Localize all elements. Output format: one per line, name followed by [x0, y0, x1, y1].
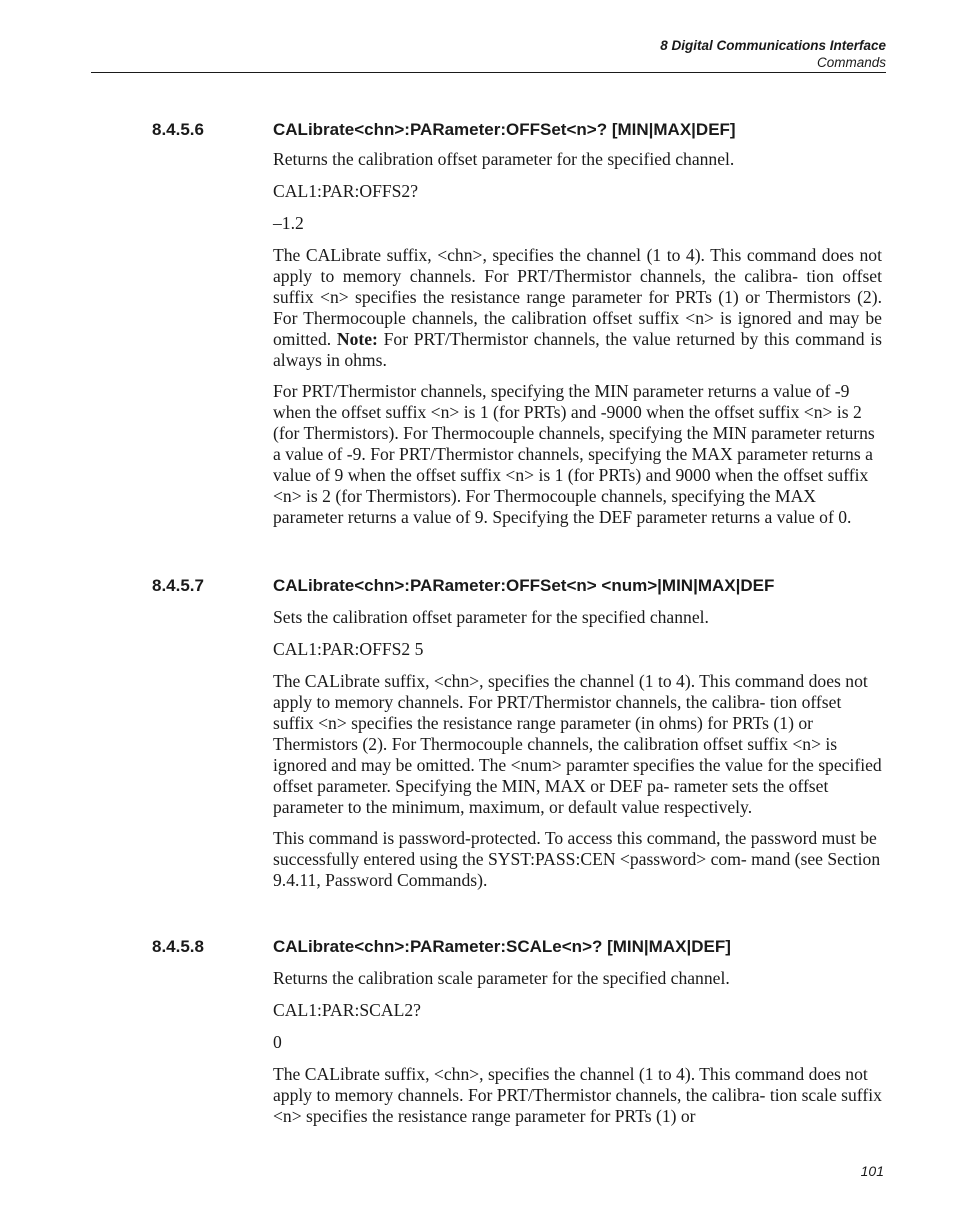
- section-number: 8.4.5.6: [152, 120, 204, 139]
- section-body: [273, 968, 882, 1127]
- section-8-4-5-8: [152, 935, 882, 1127]
- section-description: Sets the calibration offset parameter for the specified channel.: [273, 607, 709, 627]
- section-heading: [152, 574, 882, 598]
- section-heading: [152, 935, 882, 959]
- note-label: Note:: [336, 329, 378, 349]
- body-paragraph: This command is password-protected. To access this command, the password must be successfully entered using the SYST:PASS:CEN <password> com- mand (see Section 9.4.11, Password Commands).: [273, 828, 881, 890]
- section-8-4-5-6: [152, 118, 882, 528]
- example-command: CAL1:PAR:OFFS2 5: [273, 639, 424, 659]
- running-header: [660, 37, 886, 71]
- body-paragraph: For PRT/Thermistor channels, specifying the MIN parameter returns a value of -9 when the offset suffix <n> is 1 (for PRTs) and -9000 when the offset suffix <n> is 2 (for Thermistors). For Thermocouple channels, specifying the MIN parameter returns a value of -9. For PRT/Thermistor channels, specifying the MAX parameter returns a value of 9 when the offset suffix <n> is 1 (for PRTs) and 9000 when the offset suffix <n> is 2 (for Thermistors). For Thermocouple channels, specifying the MAX parameter returns a value of 9. Specifying the DEF parameter returns a value of 0.: [273, 381, 875, 527]
- section-title: CALibrate<chn>:PARameter:OFFSet<n> <num>|MIN|MAX|DEF: [273, 576, 775, 595]
- example-response: –1.2: [273, 213, 304, 233]
- body-paragraph: The CALibrate suffix, <chn>, specifies the channel (1 to 4). This command does not apply to memory channels. For PRT/Thermistor channels, the calibra- tion offset suffix <n> specifies the resistance range parameter (in ohms) for PRTs (1) or Thermistors (2). For Thermocouple channels, the calibration offset suffix <n> is ignored and may be omitted. The <num> paramter specifies the value for the specified offset parameter. Specifying the MIN, MAX or DEF pa- rameter sets the offset parameter to the minimum, maximum, or default value respectively.: [273, 671, 882, 817]
- page-number: 101: [860, 1163, 884, 1179]
- header-rule: [91, 72, 886, 73]
- example-command: CAL1:PAR:SCAL2?: [273, 1000, 421, 1020]
- header-chapter: 8 Digital Communications Interface: [660, 38, 886, 53]
- note-text: For PRT/Thermistor channels, the value returned by this command is always in ohms.: [273, 329, 882, 370]
- section-number: 8.4.5.7: [152, 576, 204, 595]
- section-body: [273, 607, 882, 891]
- example-command: CAL1:PAR:OFFS2?: [273, 181, 419, 201]
- section-8-4-5-7: [152, 574, 882, 891]
- section-description: Returns the calibration scale parameter for the specified channel.: [273, 968, 730, 988]
- section-title: CALibrate<chn>:PARameter:OFFSet<n>? [MIN|MAX|DEF]: [273, 120, 736, 139]
- section-body: [273, 149, 882, 528]
- body-paragraph: [273, 245, 882, 371]
- example-response: 0: [273, 1032, 282, 1052]
- section-title: CALibrate<chn>:PARameter:SCALe<n>? [MIN|MAX|DEF]: [273, 937, 731, 956]
- body-paragraph: The CALibrate suffix, <chn>, specifies the channel (1 to 4). This command does not apply to memory channels. For PRT/Thermistor channels, the calibra- tion scale suffix <n> specifies the resistance range parameter for PRTs (1) or: [273, 1064, 882, 1126]
- paragraph-text: The CALibrate suffix, <chn>, specifies the channel (1 to 4). This command does not apply to memory channels. For PRT/Thermistor channels, the calibra- tion offset suffix <n> specifies the resistance range parameter for PRTs (1) or Thermistors (2). For Thermocouple channels, the calibration offset suffix <n> is ignored and may be omitted.: [273, 245, 882, 349]
- header-subsection: Commands: [816, 55, 886, 70]
- section-description: Returns the calibration offset parameter for the specified channel.: [273, 149, 735, 169]
- section-heading: [152, 118, 882, 142]
- section-number: 8.4.5.8: [152, 937, 204, 956]
